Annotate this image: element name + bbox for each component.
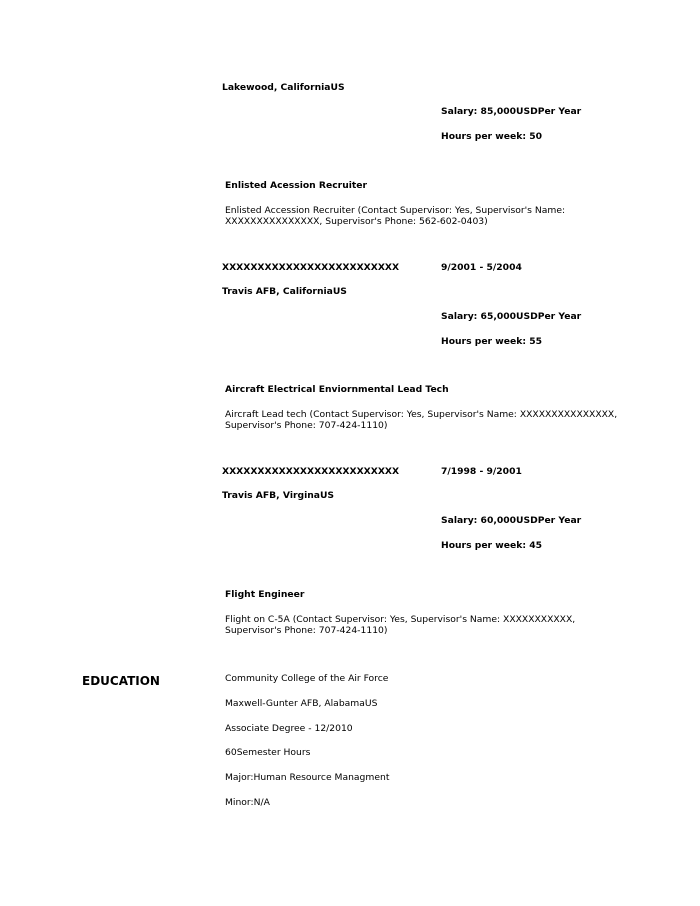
education-location: Maxwell-Gunter AFB, AlabamaUS: [225, 698, 378, 709]
job-hours: Hours per week: 45: [441, 540, 542, 551]
job-description: Aircraft Lead tech (Contact Supervisor: Yes, Supervisor's Name: XXXXXXXXXXXXXXX, Supervisor's Phone: 707-424-1110): [225, 409, 618, 431]
job-title: Aircraft Electrical Enviornmental Lead Tech: [225, 384, 449, 395]
education-hours: 60Semester Hours: [225, 747, 311, 758]
job-employer: XXXXXXXXXXXXXXXXXXXXXXXXX: [222, 262, 400, 273]
job-location: Travis AFB, VirginaUS: [222, 490, 335, 501]
job-salary: Salary: 65,000USDPer Year: [441, 311, 582, 322]
education-degree: Associate Degree - 12/2010: [225, 723, 353, 734]
education-school: Community College of the Air Force: [225, 673, 389, 684]
job-employer: XXXXXXXXXXXXXXXXXXXXXXXXX: [222, 466, 400, 477]
job-title: Flight Engineer: [225, 589, 305, 600]
job-description: Flight on C-5A (Contact Supervisor: Yes, Supervisor's Name: XXXXXXXXXXX, Supervisor's Phone: 707-424-1110): [225, 614, 576, 636]
job-salary: Salary: 60,000USDPer Year: [441, 515, 582, 526]
section-heading-education: EDUCATION: [82, 674, 160, 688]
job-dates: 7/1998 - 9/2001: [441, 466, 522, 477]
education-major: Major:Human Resource Managment: [225, 772, 390, 783]
job-title: Enlisted Acession Recruiter: [225, 180, 368, 191]
job-salary: Salary: 85,000USDPer Year: [441, 106, 582, 117]
job-location: Lakewood, CaliforniaUS: [222, 82, 345, 93]
education-minor: Minor:N/A: [225, 797, 270, 808]
job-description: Enlisted Accession Recruiter (Contact Supervisor: Yes, Supervisor's Name: XXXXXXXXXXXXXXX, Supervisor's Phone: 562-602-0403): [225, 205, 566, 227]
job-dates: 9/2001 - 5/2004: [441, 262, 522, 273]
job-hours: Hours per week: 50: [441, 131, 542, 142]
job-hours: Hours per week: 55: [441, 336, 542, 347]
job-location: Travis AFB, CaliforniaUS: [222, 286, 347, 297]
